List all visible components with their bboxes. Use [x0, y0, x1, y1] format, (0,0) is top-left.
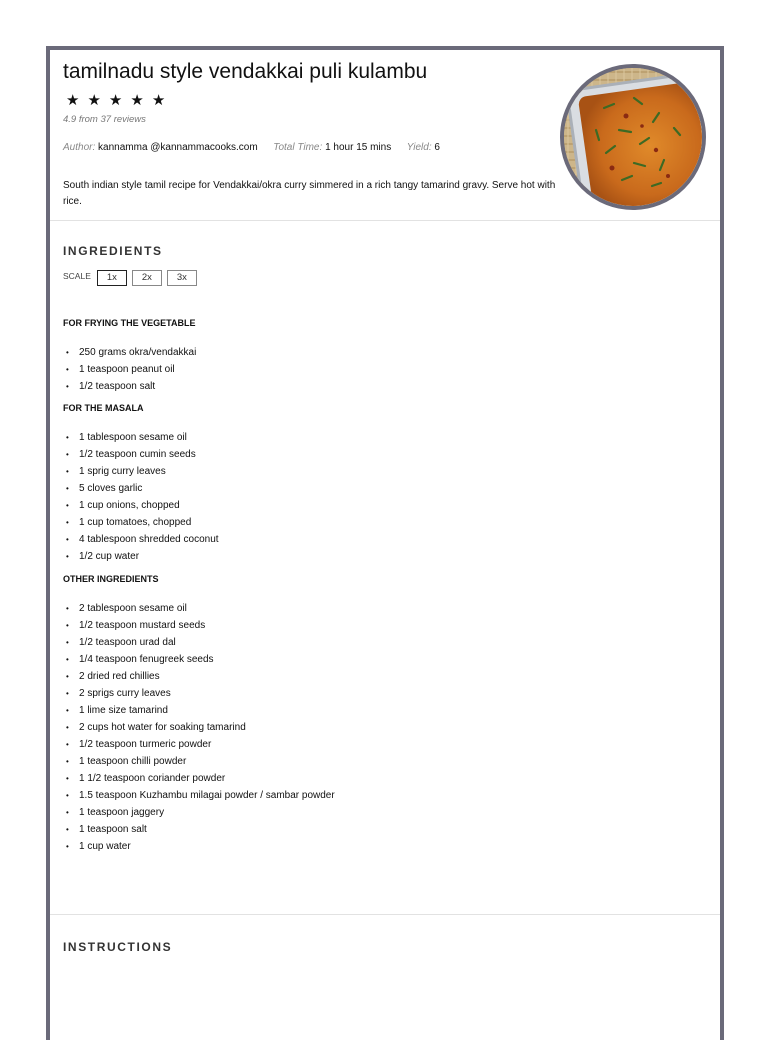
- recipe-card: [46, 46, 724, 1040]
- ingredient-item: • 1 lime size tamarind: [63, 702, 663, 719]
- ingredient-item: • 1/2 teaspoon mustard seeds: [63, 617, 663, 634]
- rating-stars[interactable]: [66, 93, 165, 108]
- ingredients-heading: INGREDIENTS: [63, 244, 163, 258]
- recipe-meta: [63, 142, 440, 153]
- ingredient-item: • 1 cup water: [63, 838, 663, 855]
- ingredient-item: • 1 teaspoon chilli powder: [63, 753, 663, 770]
- star-icon[interactable]: ★: [151, 92, 166, 109]
- ingredient-item: • 1 sprig curry leaves: [63, 463, 663, 480]
- star-icon[interactable]: ★: [108, 92, 123, 109]
- star-icon[interactable]: ★: [66, 92, 80, 109]
- ingredient-group: [63, 344, 663, 395]
- yield-value: 6: [434, 142, 440, 153]
- author-label: Author:: [63, 142, 96, 153]
- ingredient-item: • 250 grams okra/vendakkai: [63, 344, 663, 361]
- scale-label: SCALE: [63, 271, 91, 281]
- recipe-photo-drawing: [564, 68, 702, 206]
- ingredient-item: • 1 cup tomatoes, chopped: [63, 514, 663, 531]
- yield-label: Yield:: [406, 142, 432, 153]
- instructions-heading: INSTRUCTIONS: [63, 940, 173, 954]
- ingredient-item: • 1 teaspoon jaggery: [63, 804, 663, 821]
- section-divider: [50, 914, 720, 915]
- ingredient-item: • 1/2 teaspoon turmeric powder: [63, 736, 663, 753]
- scale-3x-button[interactable]: 3x: [167, 270, 197, 286]
- recipe-header: [50, 50, 720, 221]
- recipe-title: tamilnadu style vendakkai puli kulambu: [63, 60, 428, 83]
- scale-1x-button[interactable]: 1x: [97, 270, 127, 286]
- recipe-photo-icon: [560, 64, 706, 210]
- ingredient-item: • 1/2 teaspoon urad dal: [63, 634, 663, 651]
- ingredient-item: • 1 teaspoon peanut oil: [63, 361, 663, 378]
- ingredient-item: • 2 dried red chillies: [63, 668, 663, 685]
- ingredients-list: [63, 318, 663, 855]
- ingredient-item: • 1 cup onions, chopped: [63, 497, 663, 514]
- ingredient-item: • 1 teaspoon salt: [63, 821, 663, 838]
- ingredient-group-title: FOR FRYING THE VEGETABLE: [63, 318, 196, 328]
- ingredient-item: • 1.5 teaspoon Kuzhambu milagai powder / sambar powder: [63, 787, 663, 804]
- star-icon[interactable]: ★: [87, 92, 101, 109]
- ingredient-item: • 1 1/2 teaspoon coriander powder: [63, 770, 663, 787]
- recipe-description: South indian style tamil recipe for Vendakkai/okra curry simmered in a rich tangy tamarind gravy. Serve hot with rice.: [63, 180, 556, 207]
- scale-selector: [63, 270, 202, 286]
- ingredient-item: • 1/2 cup water: [63, 548, 663, 565]
- ingredient-item: • 1 tablespoon sesame oil: [63, 429, 663, 446]
- ingredient-group: [63, 429, 663, 565]
- total-time-label: Total Time:: [273, 142, 323, 153]
- ingredient-item: • 4 tablespoon shredded coconut: [63, 531, 663, 548]
- star-icon[interactable]: ★: [130, 92, 144, 109]
- scale-2x-button[interactable]: 2x: [132, 270, 162, 286]
- author-name: kannamma @kannammacooks.com: [98, 142, 258, 153]
- ingredient-group-title: FOR THE MASALA: [63, 403, 144, 413]
- rating-summary: 4.9 from 37 reviews: [63, 114, 146, 125]
- ingredient-item: • 5 cloves garlic: [63, 480, 663, 497]
- ingredient-group: [63, 600, 663, 855]
- ingredient-item: • 1/4 teaspoon fenugreek seeds: [63, 651, 663, 668]
- ingredient-group-title: OTHER INGREDIENTS: [63, 574, 159, 584]
- ingredient-item: • 1/2 teaspoon cumin seeds: [63, 446, 663, 463]
- ingredient-item: • 2 cups hot water for soaking tamarind: [63, 719, 663, 736]
- ingredient-item: • 2 sprigs curry leaves: [63, 685, 663, 702]
- total-time-value: 1 hour 15 mins: [325, 142, 392, 153]
- ingredient-item: • 2 tablespoon sesame oil: [63, 600, 663, 617]
- ingredient-item: • 1/2 teaspoon salt: [63, 378, 663, 395]
